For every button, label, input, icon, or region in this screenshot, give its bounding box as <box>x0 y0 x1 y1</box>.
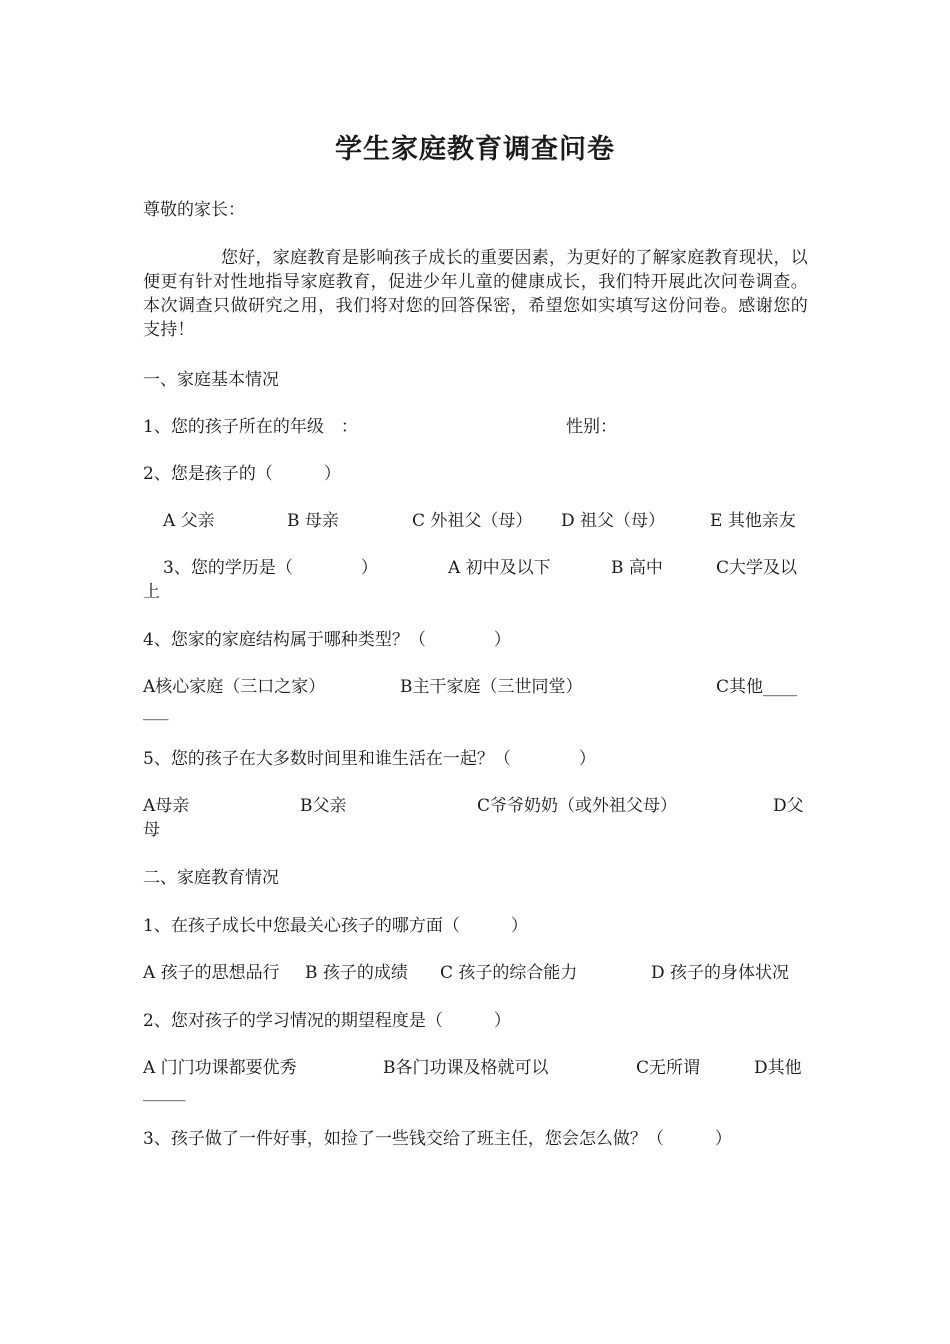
s2-q1-option-b: B 孩子的成绩 <box>305 963 408 983</box>
s1-q2-option-e: E 其他亲友 <box>710 511 796 531</box>
s2-q2-option-a: A 门门功课都要优秀 <box>143 1058 297 1078</box>
section2-heading: 二、家庭教育情况 <box>143 868 279 888</box>
s2-q1-option-c: C 孩子的综合能力 <box>440 963 578 983</box>
s2-q2-option-d: D其他 <box>754 1058 802 1078</box>
greeting: 尊敬的家长： <box>143 200 245 220</box>
s1-q1-text: 1、您的孩子所在的年级 ： <box>143 417 358 437</box>
s1-q2-option-d: D 祖父（母） <box>561 511 666 531</box>
intro-paragraph: 您好，家庭教育是影响孩子成长的重要因素，为更好的了解家庭教育现状，以便更有针对性地指导家庭教育，促进少年儿童的健康成长，我们特开展此次问卷调查。本次调查只做研究之用，我们将对您的回答保密，希望您如实填写这份问卷。感谢您的支持！ <box>143 248 808 340</box>
s1-q3-option-b: B 高中 <box>611 558 663 578</box>
s1-q5-option-a: A母亲 <box>143 796 190 816</box>
s1-q5-option-c: C爷爷奶奶（或外祖父母） <box>477 796 678 816</box>
s2-q2-wrap: _____ <box>143 1082 186 1102</box>
s1-q4-option-b: B主干家庭（三世同堂） <box>400 677 583 697</box>
s1-q5-option-b: B父亲 <box>300 796 347 816</box>
s2-q1-option-d: D 孩子的身体状况 <box>651 963 790 983</box>
s1-q5-text: 5、您的孩子在大多数时间里和谁生活在一起？（ ） <box>143 749 596 769</box>
s1-q5-option-d: D父 <box>773 796 804 816</box>
s1-q3-wrap: 上 <box>143 582 160 602</box>
section1-heading: 一、家庭基本情况 <box>143 370 279 390</box>
s1-q2-option-a: A 父亲 <box>163 511 215 531</box>
s1-q4-wrap: ___ <box>143 701 169 721</box>
s1-q3-option-c: C大学及以 <box>716 558 798 578</box>
s1-q3-option-a: A 初中及以下 <box>448 558 551 578</box>
s2-q2-text: 2、您对孩子的学习情况的期望程度是（ ） <box>143 1011 511 1031</box>
s1-q4-option-a: A核心家庭（三口之家） <box>143 677 326 697</box>
s2-q1-option-a: A 孩子的思想品行 <box>143 963 280 983</box>
s2-q1-text: 1、在孩子成长中您最关心孩子的哪方面（ ） <box>143 916 528 936</box>
s1-q3-text: 3、您的学历是（ ） <box>163 558 378 578</box>
s1-q2-option-b: B 母亲 <box>287 511 339 531</box>
s1-q4-option-c: C其他____ <box>716 677 798 697</box>
s1-q5-wrap: 母 <box>143 820 160 840</box>
s2-q3-text: 3、孩子做了一件好事，如捡了一些钱交给了班主任，您会怎么做？（ ） <box>143 1129 732 1149</box>
s1-q4-text: 4、您家的家庭结构属于哪种类型？（ ） <box>143 630 511 650</box>
s1-q2-option-c: C 外祖父（母） <box>412 511 533 531</box>
s2-q2-option-b: B各门功课及格就可以 <box>383 1058 549 1078</box>
page-title: 学生家庭教育调查问卷 <box>335 134 615 165</box>
s1-q2-text: 2、您是孩子的（ ） <box>143 464 341 484</box>
s2-q2-option-c: C无所谓 <box>636 1058 701 1078</box>
s1-q1-gender-label: 性别： <box>566 417 617 437</box>
